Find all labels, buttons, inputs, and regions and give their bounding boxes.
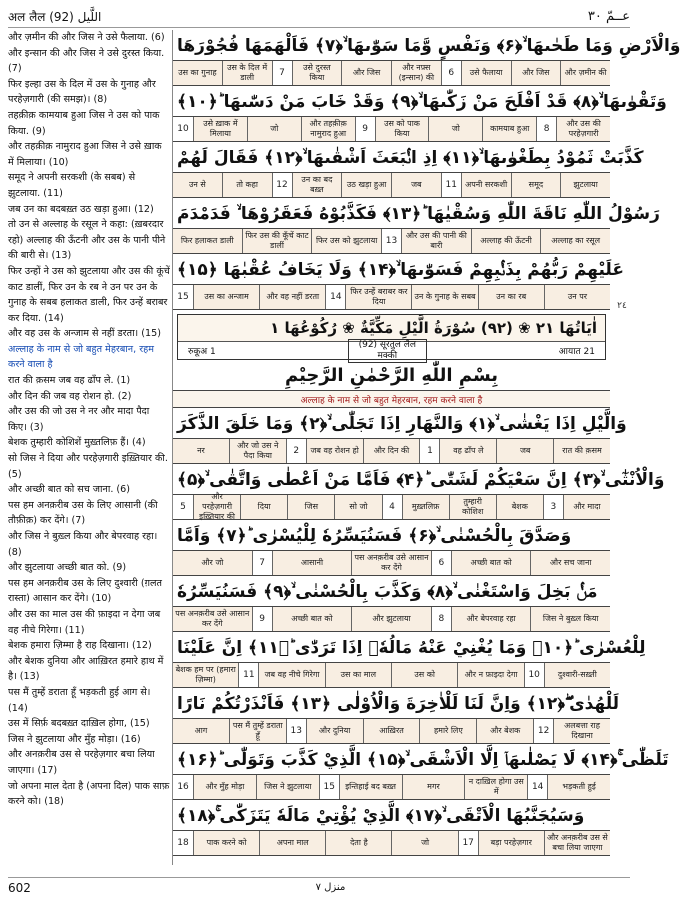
word-gloss-row (173, 774, 610, 800)
verse-number-cell: 12 (533, 719, 553, 743)
word-gloss-row (173, 830, 610, 856)
word-meaning-cell: उन का बद बख़्त (292, 173, 342, 197)
word-meaning-cell: तो कहा (222, 173, 272, 197)
verse-number-cell: 13 (286, 719, 306, 743)
word-meaning-cell: और बेपरवाह रहा (451, 607, 531, 631)
word-meaning-cell: आग (194, 726, 208, 735)
word-meaning-cell: और उस की परहेज़गारी (556, 117, 610, 141)
word-meaning-cell: उसे दुरस्त किया (292, 61, 342, 85)
word-meaning-cell: जो (247, 117, 301, 141)
word-meaning-cell: और मुँह मोड़ा (193, 775, 256, 799)
verse-number-cell: 8 (431, 607, 451, 631)
word-meaning-cell: कामयाब हुआ (482, 117, 536, 141)
arabic-verse-line: وَصَدَّقَ بِالْحُسْنٰى ۙ﴿۶﴾ فَسَنُيَسِّرُهٗ لِلْيُسْرٰى ؕ﴿۷﴾ وَاَمَّا (177, 525, 572, 546)
word-meaning-cell: उसे ख़ाक में मिलाया (193, 117, 247, 141)
verse-number-cell: 9 (355, 117, 375, 141)
word-gloss-row (173, 494, 610, 520)
translation-line: उस में सिर्फ़ बदबख़्त दाख़िल होगा, (15) (8, 718, 150, 730)
translation-line: सो जिस ने दिया और परहेज़गारी इख़्तियार की. (5) (8, 453, 168, 480)
translation-line: और अच्छी बात को सच जाना. (6) (8, 484, 131, 496)
verse-number-cell: 11 (238, 663, 258, 687)
translation-line: जिस ने झुटलाया और मुँह मोड़ा। (16) (8, 733, 141, 745)
word-meaning-cell: अपना माल (259, 831, 325, 855)
arabic-verse-line: وَالْاَرْضِ وَمَا طَحٰىهَا ۙ﴿۶﴾ وَنَفْسٍ وَّمَا سَوّٰىهَا ۙ﴿۷﴾ فَاَلْهَمَهَا فُجُوْرَهَا (177, 35, 680, 56)
translation-line: बेशक तुम्हारी कोशिशें मुख़्तलिफ़ हैं। (4) (8, 437, 146, 449)
word-gloss-row (173, 662, 610, 688)
word-meaning-cell: जब (496, 439, 553, 463)
verse-number-cell: 8 (536, 117, 556, 141)
verse-number-cell: 12 (272, 173, 292, 197)
word-meaning-cell: और परहेज़गारी इख़्तियार की (193, 495, 240, 519)
word-gloss-row (173, 606, 610, 632)
translation-line: जब उन का बदबख़्त उठ खड़ा हुआ। (12) (8, 203, 154, 215)
word-meaning-cell: उन का रब (478, 285, 544, 309)
arabic-verse-line: عَلَيْهِمْ رَبُّهُمْ بِذَنْۢبِهِمْ فَسَوّٰىهَا ۙ﴿۱۴﴾ وَلَا يَخَافُ عُقْبٰهَا ﴿۱۵﴾ (177, 259, 624, 280)
translation-line: पस हम अनक़रीब उस के लिए आसानी (की तौफ़ीक़) कर देंगे। (7) (8, 499, 158, 527)
word-meaning-cell: और सच जाना (530, 551, 610, 575)
word-meaning-cell: और न फ़ाइदा देगा (457, 663, 523, 687)
arabic-verse-line: لِلْعُسْرٰى ؕ﴿۱۰﴾ وَمَا يُغْنِيْ عَنْهُ مَالُهٗۤ اِذَا تَرَدّٰى ؕ﴿۱۱﴾ اِنَّ عَلَيْنَا (177, 637, 646, 658)
verse-number-cell: 1 (419, 439, 439, 463)
translation-line: फिर इल्हा उस के दिल में उस के गुनाह और परहेज़गारी (की समझ)। (8) (8, 78, 156, 106)
word-meaning-cell: वह ढाँप ले (439, 439, 496, 463)
word-meaning-cell: अल्लाह का रसूल (540, 229, 610, 253)
translation-line: पस हम अनक़रीब उस के लिए दुश्वारी (ग़लत रास्ता) आसान कर देंगे। (10) (8, 577, 162, 605)
word-meaning-cell: उस को पाक किया (375, 117, 429, 141)
translation-line: और दिन की जब वह रोशन हो. (2) (8, 390, 132, 402)
page-footer (8, 877, 630, 895)
translation-line: तहक़ीक़ कामयाब हुआ जिस ने उस को पाक किया. (9) (8, 109, 160, 137)
verse-number-cell: 6 (431, 551, 451, 575)
verse-number-cell: 14 (325, 285, 345, 309)
word-meaning-cell: और दिन की (363, 439, 420, 463)
translation-line: और झुटलाया अच्छी बात को. (9) (8, 562, 127, 574)
arabic-verse-line: وَتَقْوٰىهَا ۙ﴿۸﴾ قَدْ اَفْلَحَ مَنْ زَكّٰىهَا ۙ﴿۹﴾ وَقَدْ خَابَ مَنْ دَسّٰىهَا ؕ﴿۱۰﴾ (177, 91, 667, 112)
word-meaning-cell: तुम्हारी कोशिश (449, 495, 496, 519)
translation-line: और उस की जो उस ने नर और मादा पैदा किए। (3) (8, 406, 150, 433)
translation-line: समूद ने अपनी सरकशी (के सबब) से झुटलाया. (11) (8, 172, 136, 199)
word-meaning-cell: फिर उन्हें बराबर कर दिया (345, 285, 411, 309)
translation-line: पस मैं तुम्हें डराता हूँ भड़कती हुई आग से। (14) (8, 686, 151, 714)
translation-line: और बेशक दुनिया और आख़िरत हमारे हाथ में है। (13) (8, 655, 164, 683)
word-meaning-cell: अल्लाह की ऊँटनी (471, 229, 541, 253)
word-gloss-row (173, 228, 610, 254)
word-meaning-cell: और झुटलाया (351, 607, 431, 631)
word-meaning-cell: और जो (201, 558, 224, 567)
verse-number-cell: 10 (173, 117, 193, 141)
word-meaning-cell: उन से (188, 180, 206, 189)
translation-line: और तहक़ीक़ नामुराद हुआ जिस ने उसे ख़ाक में मिलाया। (10) (8, 141, 162, 168)
word-gloss-row (173, 60, 610, 86)
word-meaning-cell: जिस ने झुटलाया (256, 775, 319, 799)
word-meaning-cell: पाक करने को (193, 831, 259, 855)
verse-number-cell: 9 (252, 607, 272, 631)
ruku-count: रुकूअ 1 (188, 347, 216, 357)
translation-line: अल्लाह के नाम से जो बहुत मेहरबान, रहम करने वाला है (8, 343, 154, 371)
word-meaning-cell: पस अनक़रीब उसे आसान कर देंगे (175, 609, 250, 628)
word-meaning-cell: उठ खड़ा हुआ (341, 173, 391, 197)
header-juz-name: عــمّ ٣٠ (587, 9, 630, 24)
word-gloss-row (173, 172, 610, 198)
word-meaning-cell: फिर हलाकत डाली (180, 236, 234, 245)
word-meaning-cell: अलबत्ता राह दिखाना (553, 719, 610, 743)
word-meaning-cell: मगर (402, 775, 465, 799)
word-meaning-cell: और दुनिया (306, 719, 363, 743)
word-meaning-cell: जिस ने बुख़्ल किया (530, 607, 610, 631)
header-surah-name: अल लैल (92) اللَّيل (8, 10, 102, 24)
translation-line: और जिस ने बुख़्ल किया और बेपरवाह रहा। (8) (8, 531, 158, 558)
surah-info-bar (178, 341, 605, 359)
verse-number-cell: 14 (527, 775, 547, 799)
word-meaning-cell: और अनक़रीब उस से बचा लिया जाएगा (544, 831, 610, 855)
word-gloss-row (173, 438, 610, 464)
word-meaning-cell: और नफ़्स (इन्सान) की (391, 61, 441, 85)
ayat-count: आयात 21 (558, 347, 595, 357)
translation-line: और उस का माल उस की फ़ाइदा न देगा जब वह नीचे गिरेगा। (11) (8, 608, 161, 636)
basmala-translation: अल्लाह के नाम से जो बहुत मेहरबान, रहम करने वाला है (173, 390, 610, 408)
word-meaning-cell: पस मैं तुम्हें डराता हूँ (229, 719, 286, 743)
translation-line: जो अपना माल देता है (अपना दिल) पाक साफ़ करने को। (18) (8, 780, 170, 808)
word-meaning-cell: और वह नहीं डरता (259, 285, 325, 309)
word-meaning-cell: भड़कती हुई (547, 775, 610, 799)
page-header (8, 6, 630, 28)
word-meaning-cell: सो जो (334, 495, 381, 519)
word-meaning-cell: फिर उस की कूँचें काट डालीं (242, 229, 312, 253)
word-meaning-cell: मुख़्तलिफ़ (402, 495, 449, 519)
arabic-verse-line: مَنْۢ بَخِلَ وَاسْتَغْنٰى ۙ﴿۸﴾ وَكَذَّبَ بِالْحُسْنٰى ۙ﴿۹﴾ فَسَنُيَسِّرُهٗ (177, 581, 598, 602)
word-meaning-cell: उन पर (544, 285, 610, 309)
verse-number-cell: 5 (173, 495, 193, 519)
arabic-verse-line: رَسُوْلُ اللّٰهِ نَاقَةَ اللّٰهِ وَسُقْيٰهَا ؕ﴿۱۳﴾ فَكَذَّبُوْهُ فَعَقَرُوْهَا ۙ فَدَمْدَمَ (177, 203, 660, 224)
word-meaning-cell: उस का माल (325, 663, 391, 687)
word-meaning-cell: जो (428, 117, 482, 141)
verse-number-cell: 16 (173, 775, 193, 799)
word-meaning-cell: फिर उस को झुटलाया (311, 229, 381, 253)
verse-number-cell: 15 (173, 285, 193, 309)
verse-rows-surah-lail (173, 408, 669, 856)
arabic-verse-line: وَسَيُجَنَّبُهَا الْاَتْقَى ۙ﴿۱۷﴾ الَّذِيْ يُؤْتِيْ مَالَهٗ يَتَزَكّٰى ۚ﴿۱۸﴾ (177, 805, 585, 826)
word-meaning-cell: और जो उस ने पैदा किया (229, 439, 286, 463)
word-meaning-cell: रात की क़सम (553, 439, 610, 463)
word-meaning-cell: जब (391, 173, 441, 197)
word-meaning-cell: उस का गुनाह (178, 68, 217, 77)
arabic-verse-line: لَلْهُدٰى ۖ﴿۱۲﴾ وَاِنَّ لَنَا لَلْاٰخِرَةَ وَالْاُوْلٰى ﴿۱۳﴾ فَاَنْذَرْتُكُمْ نَارًا (177, 693, 620, 714)
verse-number-cell: 6 (441, 61, 461, 85)
word-meaning-cell: और मादा (563, 495, 610, 519)
word-meaning-cell: अच्छी बात को (451, 551, 531, 575)
verse-number-cell: 18 (173, 831, 193, 855)
word-meaning-cell: आसानी (272, 551, 352, 575)
word-meaning-cell: और तहक़ीक़ नामुराद हुआ (301, 117, 355, 141)
translation-line: रात की क़सम जब वह ढाँप ले. (1) (8, 375, 131, 387)
word-meaning-cell: समूद (511, 173, 561, 197)
page-number: 602 (8, 880, 31, 895)
verse-number-cell: 4 (382, 495, 402, 519)
word-gloss-row (173, 550, 610, 576)
word-meaning-cell: उस को (391, 663, 457, 687)
translation-column (8, 30, 170, 862)
word-meaning-cell: और बेशक (476, 719, 533, 743)
verse-number-cell: 13 (381, 229, 401, 253)
ruku-side-mark: ٢٤ (617, 301, 627, 311)
surah-name-line2: मक्की (377, 350, 398, 361)
surah-arabic-header: اٰيَاتُهَا ٢١ ❀ (٩٢) سُوْرَةُ الَّيْلِ مَكِّيَّةٌ ❀ رُكُوْعُهَا ١ (178, 315, 605, 341)
word-meaning-cell: झुटलाया (560, 173, 610, 197)
basmala: بِسْمِ اللّٰهِ الرَّحْمٰنِ الرَّحِيْمِ (284, 364, 499, 386)
word-meaning-cell: दिया (240, 495, 287, 519)
surah-name-box (348, 339, 427, 363)
word-meaning-cell: जिस (287, 495, 334, 519)
word-meaning-cell: उसे फैलाया (461, 61, 511, 85)
word-meaning-cell: और ज़मीन की (560, 61, 610, 85)
word-meaning-cell: जो (391, 831, 457, 855)
arabic-verse-line: وَالْاُنْثٰٓى ۙ﴿۳﴾ اِنَّ سَعْيَكُمْ لَشَتّٰى ؕ﴿۴﴾ فَاَمَّا مَنْ اَعْطٰى وَاتَّقٰى ۙ﴿۵﴾ (177, 469, 665, 490)
word-meaning-cell: अच्छी बात को (272, 607, 352, 631)
verse-number-cell: 3 (543, 495, 563, 519)
word-meaning-cell: उस के दिल में डाली (222, 61, 272, 85)
verse-number-cell: 7 (272, 61, 292, 85)
word-meaning-cell: और जिस (511, 61, 561, 85)
translation-line: फिर उन्हों ने उस को झुटलाया और उस की कूंचें काट डालीं, फिर उन के रब ने उन पर उन के गुनाह के सबब हलाकत डाली, फिर उन्हें बराबर कर दिया. (14) (8, 265, 170, 324)
word-meaning-cell: जब वह नीचे गिरेगा (258, 663, 324, 687)
word-meaning-cell: न दाख़िल होगा उस में (464, 775, 527, 799)
word-meaning-cell: बेशक हम पर (हमारा ज़िम्मा) (175, 665, 236, 684)
word-meaning-cell: आख़िरत (363, 719, 420, 743)
word-meaning-cell: अपनी सरकशी (461, 173, 511, 197)
verse-number-cell: 10 (524, 663, 544, 687)
surah-name-line1: (92) सूरतुल लैल (358, 339, 416, 350)
word-meaning-cell: जब वह रोशन हो (306, 439, 363, 463)
verse-number-cell: 2 (286, 439, 306, 463)
arabic-verse-line: وَالَّيْلِ اِذَا يَغْشٰى ۙ﴿۱﴾ وَالنَّهَارِ اِذَا تَجَلّٰى ۙ﴿۲﴾ وَمَا خَلَقَ الذَّكَرَ (177, 413, 627, 434)
word-gloss-row (173, 284, 610, 310)
word-gloss-row (173, 116, 610, 142)
translation-line: और वह उस के अन्जाम से नहीं डरता। (15) (8, 328, 161, 340)
word-gloss-row (173, 718, 610, 744)
arabic-verse-line: تَلَظّٰى ۚ﴿۱۴﴾ لَا يَصْلٰىهَاۤ اِلَّا الْاَشْقَى ۙ﴿۱۵﴾ الَّذِيْ كَذَّبَ وَتَوَلّٰى ؕ﴿۱۶﴾ (177, 749, 669, 770)
verse-number-cell: 17 (458, 831, 478, 855)
word-meaning-cell: हमारे लिए (419, 719, 476, 743)
word-meaning-cell: बड़ा परहेज़गार (478, 831, 544, 855)
word-meaning-cell: और जिस (341, 61, 391, 85)
verse-number-cell: 7 (252, 551, 272, 575)
word-meaning-cell: देता है (325, 831, 391, 855)
word-meaning-cell: उस का अन्जाम (193, 285, 259, 309)
arabic-verse-line: كَذَّبَتْ ثَمُوْدُ بِطَغْوٰىهَا ۙ﴿۱۱﴾ اِذِ انْۢبَعَثَ اَشْقٰىهَا ۙ﴿۱۲﴾ فَقَالَ لَهُمْ (177, 147, 644, 168)
word-meaning-cell: इन्तिहाई बद बख़्त (339, 775, 402, 799)
surah-banner (177, 314, 606, 360)
translation-line: और इन्सान की और जिस ने उसे दुरस्त किया. (7) (8, 47, 165, 75)
translation-line: और ज़मीन की और जिस ने उसे फैलाया. (6) (8, 32, 165, 43)
word-meaning-cell: और उस की पानी की बारी (401, 229, 471, 253)
translation-line: और अनक़रीब उस से परहेज़गार बचा लिया जाएगा। (17) (8, 749, 155, 776)
word-meaning-cell: बेशक (496, 495, 543, 519)
verse-number-cell: 15 (319, 775, 339, 799)
word-meaning-cell: पस अनक़रीब उसे आसान कर देंगे (351, 551, 431, 575)
word-meaning-cell: उन के गुनाह के सबब (411, 285, 477, 309)
translation-line: तो उन से अल्लाह के रसूल ने कहा: (ख़बरदार रहो) अल्लाह की ऊँटनी और उस के पानी पीने की बारी से। (13) (8, 219, 166, 262)
manzil-label: منزل ۷ (315, 882, 346, 893)
word-meaning-cell: दुश्वारी-सख़्ती (544, 663, 610, 687)
verse-number-cell: 11 (441, 173, 461, 197)
translation-line: बेशक हमारा ज़िम्मा है राह दिखाना। (12) (8, 640, 152, 652)
word-meaning-cell: नर (197, 446, 205, 455)
